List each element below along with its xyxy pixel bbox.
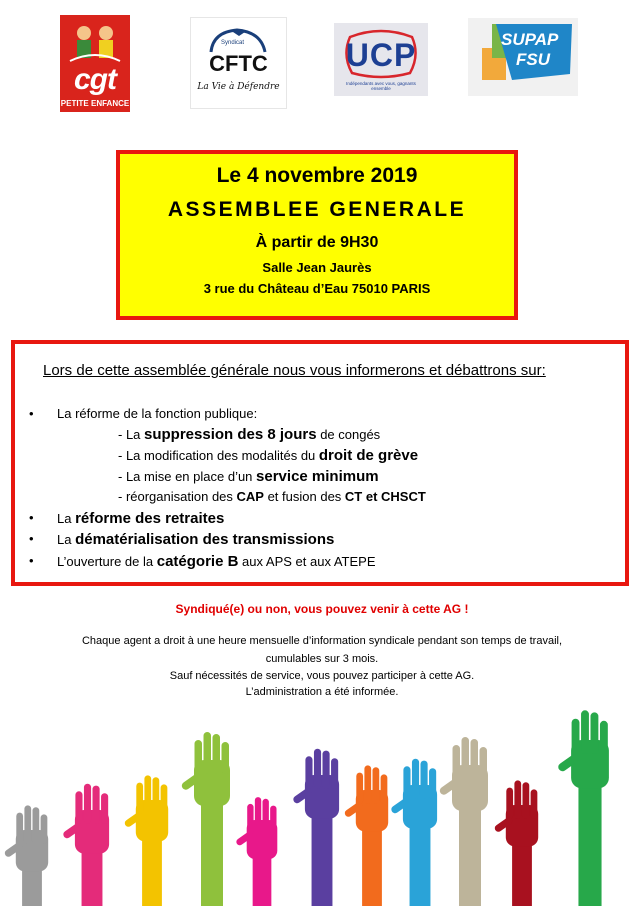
cgt-logo: [60, 15, 130, 112]
raised-hand: [343, 765, 388, 906]
bullet-icon: •: [29, 553, 34, 568]
raised-hand: [62, 784, 109, 906]
raised-hand: [235, 797, 277, 906]
event-date: Le 4 novembre 2019: [216, 164, 418, 187]
note-line: L’administration a été informée.: [245, 686, 399, 698]
subitem-text: - réorganisation des: [118, 489, 237, 504]
agenda-heading: Lors de cette assemblée générale nous vous informerons et débattrons sur:: [43, 362, 546, 379]
ucp-tagline: Indépendants avec vous, gagnants ensemble: [346, 81, 416, 91]
raised-hand: [3, 805, 48, 906]
item-text: L’ouverture de la: [57, 554, 157, 569]
raised-hand: [292, 749, 339, 906]
raised-hand: [123, 775, 168, 906]
event-title: ASSEMBLEE GENERALE: [167, 198, 467, 221]
cgt-wordmark: cgt: [74, 63, 116, 96]
agenda-subitem-conges: [118, 426, 380, 443]
event-room: Salle Jean Jaurès: [262, 260, 372, 275]
cftc-syndicat-label: Syndicat: [221, 40, 245, 46]
agenda-item-categorie-b: [57, 553, 376, 570]
raised-hand: [390, 759, 437, 906]
event-address: 3 rue du Château d’Eau 75010 PARIS: [203, 281, 431, 296]
subitem-emphasis: suppression des 8 jours: [144, 426, 317, 443]
ucp-wordmark: UCP: [345, 37, 417, 73]
agenda-subitem-service-minimum: [118, 468, 379, 485]
note-line: cumulables sur 3 mois.: [265, 653, 379, 665]
subitem-text: - La modification des modalités du: [118, 448, 319, 463]
item-emphasis: dématérialisation des transmissions: [75, 531, 335, 548]
event-time: À partir de 9H30: [255, 234, 379, 251]
subitem-text: - La mise en place d’un: [118, 469, 257, 484]
raised-hand: [557, 710, 609, 906]
fsu-wordmark: FSU: [516, 50, 550, 69]
raised-hand: [493, 780, 538, 906]
subitem-emphasis: service minimum: [256, 468, 379, 485]
note-line: Sauf nécessités de service, vous pouvez participer à cette AG.: [169, 670, 475, 682]
subitem-emphasis: CT et CHSCT: [344, 489, 426, 504]
item-emphasis: réforme des retraites: [75, 510, 225, 527]
raised-hand: [180, 732, 230, 906]
item-text: La: [57, 532, 76, 547]
agenda-item-dematerialisation: [57, 531, 334, 548]
cgt-subtitle: PETITE ENFANCE: [60, 99, 130, 108]
cftc-wordmark: CFTC: [209, 51, 268, 76]
event-box: [116, 150, 518, 320]
note-line: Chaque agent a droit à une heure mensuelle d’information syndicale pendant son temps de travail,: [81, 635, 563, 647]
cftc-logo: [190, 17, 287, 109]
supap-wordmark: SUPAP: [501, 30, 559, 49]
invitation-line: Syndiqué(e) ou non, vous pouvez venir à cette AG !: [175, 602, 469, 616]
bullet-icon: •: [29, 406, 34, 421]
children-drawing-icon: [64, 19, 126, 65]
agenda-item-fonction-publique: La réforme de la fonction publique:: [57, 406, 258, 421]
subitem-emphasis: CAP: [236, 489, 264, 504]
raised-hand: [438, 737, 488, 906]
supap-fsu-logo: [468, 18, 578, 96]
item-emphasis: catégorie B: [156, 553, 239, 570]
subitem-text: - La: [118, 427, 145, 442]
agenda-subitem-greve: [118, 447, 418, 464]
bullet-icon: •: [29, 531, 34, 546]
subitem-emphasis: droit de grève: [318, 447, 419, 464]
agenda-box: [11, 340, 629, 586]
item-text: aux APS et aux ATEPE: [238, 554, 376, 569]
ucp-logo: [334, 23, 428, 96]
bullet-icon: •: [29, 510, 34, 525]
subitem-text: de congés: [316, 427, 381, 442]
item-text: La: [57, 511, 76, 526]
raised-hands-illustration: [0, 680, 644, 906]
agenda-item-retraites: [57, 510, 224, 527]
agenda-subitem-cap: [118, 489, 426, 504]
cftc-tagline: La Vie à Défendre: [197, 82, 280, 92]
subitem-text: et fusion des: [263, 489, 345, 504]
